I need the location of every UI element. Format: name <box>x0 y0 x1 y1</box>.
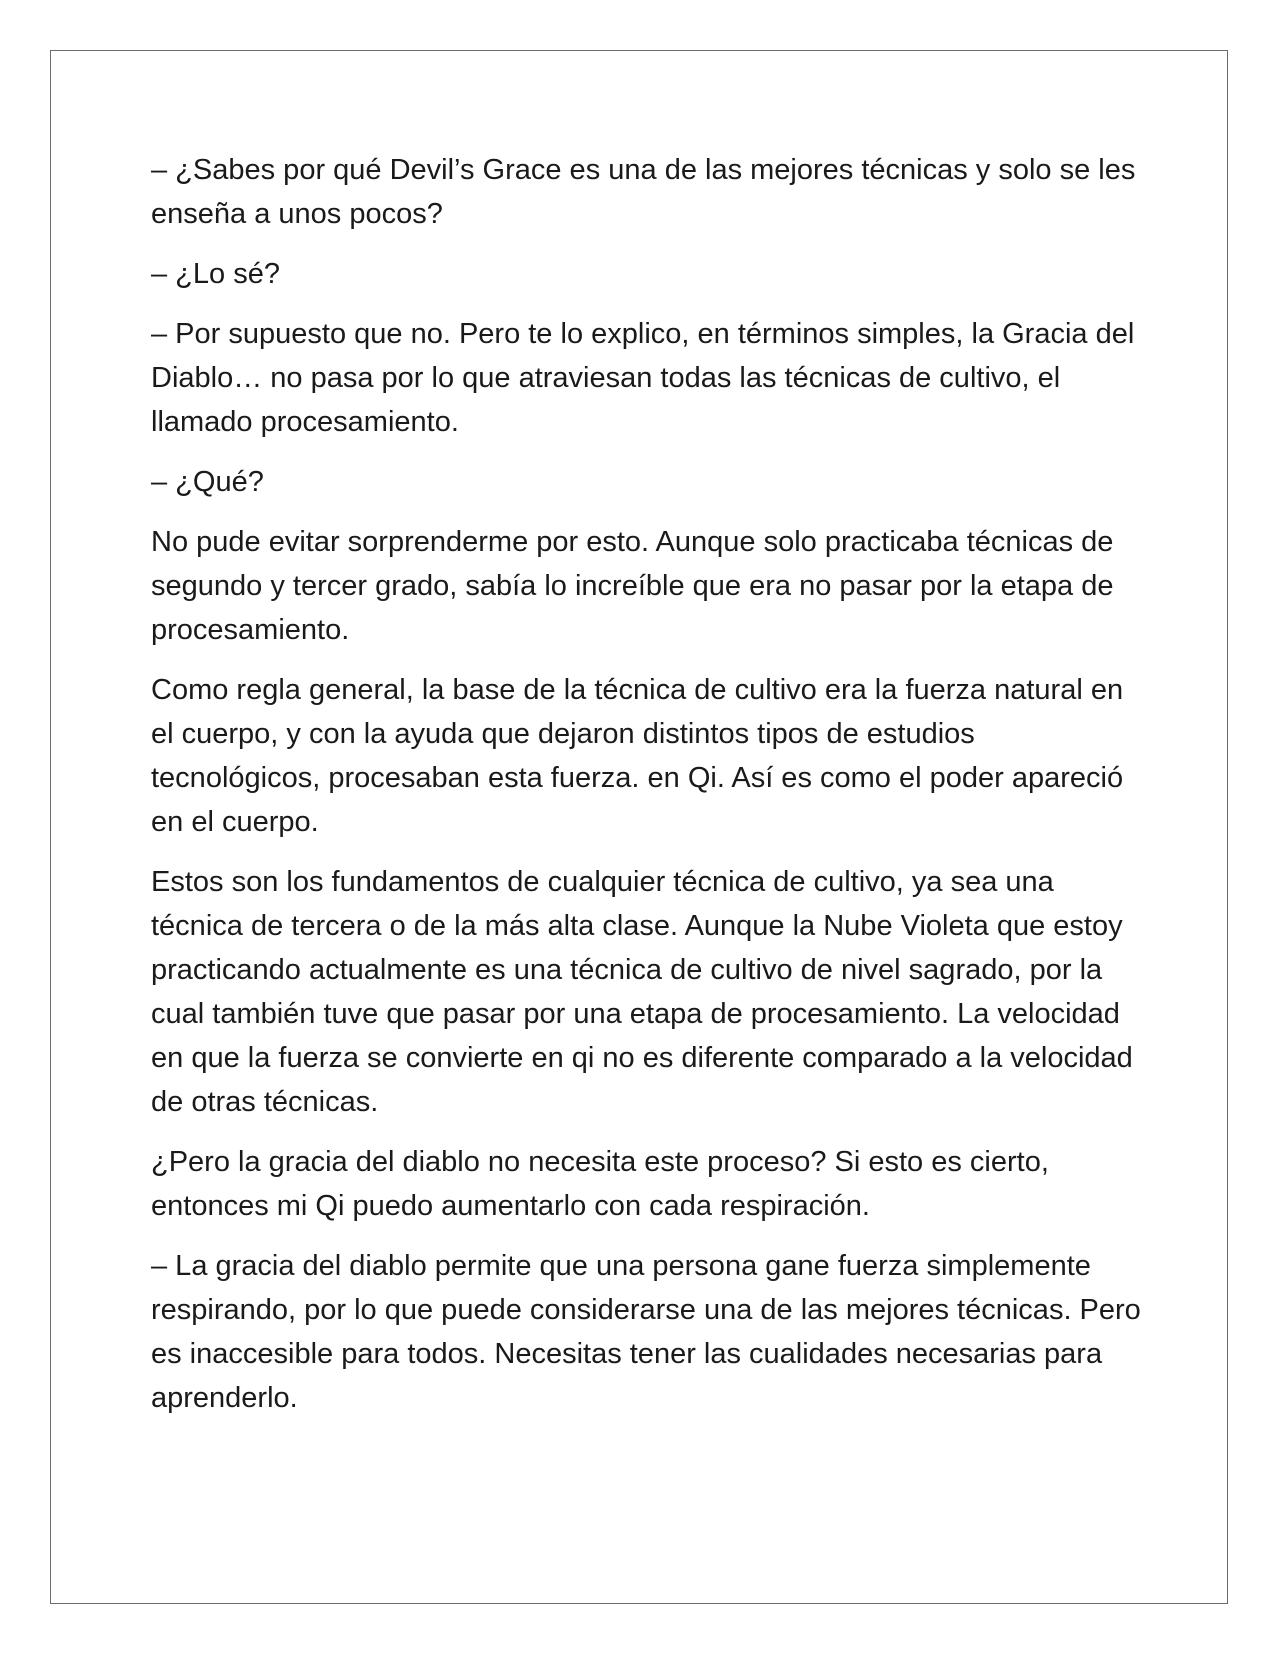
paragraph: – La gracia del diablo permite que una persona gane fuerza simplemente respirando, por lo que puede considerarse una de las mejores técnicas. Pero es inaccesible para todos. Necesitas tener las cualidades necesarias para aprenderlo. <box>151 1250 1141 1414</box>
paragraph: – Por supuesto que no. Pero te lo explico, en términos simples, la Gracia del Diablo… no pasa por lo que atraviesan todas las técnicas de cultivo, el llamado procesamiento. <box>151 318 1135 438</box>
document-body <box>151 148 1151 1436</box>
paragraph: – ¿Sabes por qué Devil’s Grace es una de las mejores técnicas y solo se les enseña a unos pocos? <box>151 154 1136 230</box>
paragraph: No pude evitar sorprenderme por esto. Aunque solo practicaba técnicas de segundo y tercer grado, sabía lo increíble que era no pasar por la etapa de procesamiento. <box>151 526 1114 646</box>
paragraph: ¿Pero la gracia del diablo no necesita este proceso? Si esto es cierto, entonces mi Qi puedo aumentarlo con cada respiración. <box>151 1146 1049 1222</box>
paragraph: – ¿Qué? <box>151 466 264 498</box>
paragraph: Como regla general, la base de la técnica de cultivo era la fuerza natural en el cuerpo, y con la ayuda que dejaron distintos tipos de estudios tecnológicos, procesaban esta fuerza. en Qi. Así es como el poder apareció en el cuerpo. <box>151 674 1124 838</box>
paragraph: Estos son los fundamentos de cualquier técnica de cultivo, ya sea una técnica de tercera o de la más alta clase. Aunque la Nube Violeta que estoy practicando actualmente es una técnica de cultivo de nivel sagrado, por la cual también tuve que pasar por una etapa de procesamiento. La velocidad en que la fuerza se convierte en qi no es diferente comparado a la velocidad de otras técnicas. <box>151 866 1133 1118</box>
paragraph: – ¿Lo sé? <box>151 258 280 290</box>
